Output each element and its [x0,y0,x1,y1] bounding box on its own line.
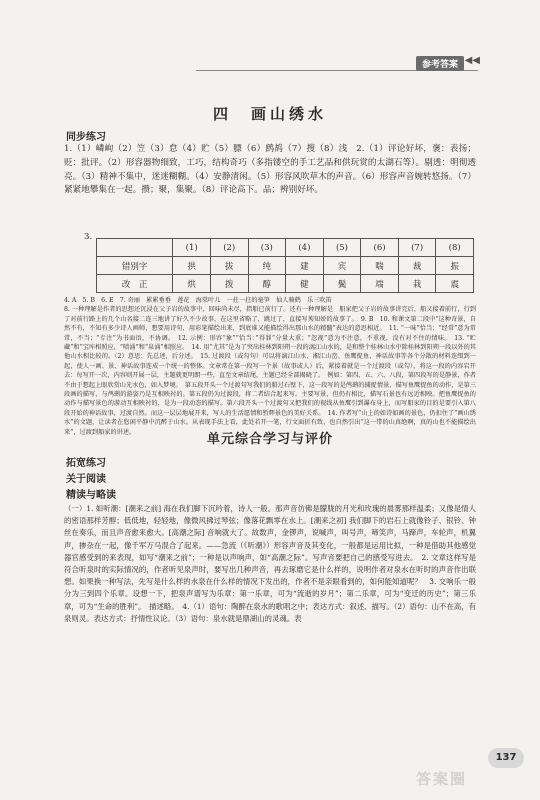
table-header-cell: (8) [436,239,474,257]
table-header-cell: (7) [398,239,436,257]
table-cell: 纯 [248,257,286,275]
table-cell: 端 [361,275,399,293]
section-about-reading: 关于阅读 [66,474,106,485]
table-header-cell: (4) [286,239,324,257]
table-cell: 健 [286,275,324,293]
answer-tag: 参考答案 [416,56,464,71]
table-cell: 改 正 [97,275,173,293]
table-header-row [97,239,474,257]
answers-line: 4. A 5. B 6. E 7. 奇丽 累累垂垂 莲花 海棠叶儿 一拄一拄的毫笋 仙人骑鹤 乐三吹笛 [64,297,332,304]
table-cell: 震 [436,275,474,293]
section-intensive-reading: 精读与略读 [66,490,116,501]
unit-title: 单元综合学习与评价 [206,432,333,447]
table-cell: 错别字 [97,257,173,275]
correction-table [96,238,474,293]
arrow-icon: ◀◀ [464,55,480,66]
table-cell: 鬓 [323,275,361,293]
section-sync-practice: 同步练习 [66,132,106,143]
table-cell: 醇 [248,275,286,293]
table-cell: 振 [436,257,474,275]
table-header-cell: (5) [323,239,361,257]
question-3-label: 3. [84,232,93,242]
watermark-logo: 答案圈 [416,770,468,788]
table-row [97,257,474,275]
expand-answers-paragraph: （一）1. 如听潮：[潮来之前] 海在我们脚下沉吟着，诗人一般。那声音仿佛是朦胧的月光和玫瑰的晨雾那样温柔；又像是情人的密语那样芳醇；低低地，轻轻地，像微风拂过琴弦；像落花飘零在水上。[潮来之初] 我们脚下的岩石上就像铃子、银铃、钟丝在奏乐，而且声音愈来愈大。[高潮之际] 音响就大了。故数声，金锣声，说喊声，叫号声，啼笑声，马蹄声，车轮声，机翼声，掺杂在一起，像千军万马混合了起来。——急流（《听潮》）形容声音及其变化，一般都是运用比拟，一种是借助其他感觉器官感受到的来表现，如写“潮来之前”；一种是以声响声，如“高潮之际”。写声音要把自己的感受写进去。 2. 文章这样写是符合听泉时的实际情况的，作者听见泉声时，要写出几种声音，再去琢磨它是什么样的，说明作者对泉水在听时的声音作出联想。如果换一种写法，先写是什么样的水泉在什么样的情况下发出的，作者不是亲眼看到的，如何能知道呢？ 3. 交响乐一般分为三到四个乐章。设想一下，把泉声谱写为乐章：第一乐章，可为“流逝的岁月”；第二乐章，可为“变迁的历史”；第三乐章，可为“生命的胜利”。 描述略。 4.（1）语句：陶醉在泉水的歌唱之中；表达方式：叙述、描写。（2）语句：山不在高，有泉则灵。表达方式：抒情性议论。（3）语句：泉水就是鼎湖山的灵魂。表 [64,504,477,623]
table-header-cell: (6) [361,239,399,257]
table-cell: 裁 [398,257,436,275]
table-header-cell [97,239,173,257]
table-cell: 烘 [173,275,211,293]
table-cell: 建 [286,257,324,275]
table-header-cell: (3) [248,239,286,257]
table-cell: 拔 [210,257,248,275]
sync-answers-paragraph: 1.（1）嶙峋（2）笠（3）怠（4）贮（5）膘（6）鹧鸪（7）搜（8）浅 2.（1）评论好坏，褒：表扬；贬：批评。（2）形容器物细致，工巧，结构奇巧（多指镂空的手工艺品和供玩赏的太湖石等）。剔透：明彻透亮。（3）精神不集中，迷迷糊糊。（4）安静清闲。（5）形容风吹草木的声音。（6）形容声音婉转悠扬。（7）紧紧地攀集在一起。攒；聚，集聚。（8）评论高下。品；辨别好坏。 [64,144,476,196]
table-row [97,275,474,293]
table-cell: 栽 [398,275,436,293]
table-cell: 宾 [323,257,361,275]
section-expand-practice: 拓宽练习 [66,458,106,469]
page-number: 137 [488,748,524,768]
answers-block: 8. 一种理解是作者的思想还沉浸在父子岩的故事中，回味尚未尽，指船已前行了。还有一种理解是 船家把父子岩的故事讲完后，船又接着前行，行到了对前行路上的几个山名接二连三地讲了好久不少故事，在这里省略了，跳过了，直接写莠知娇的故事了。 9. B 10. 和课文第二段中“这种奇景，自然不有，不知有多少诗人画师，想要用诗句，用彩笔描绘出来，到底谁又能描绘得出那山水的精髓”表达的意思相近。 11. “一味”恰当；“经常”意为常常，不当；“专注”为书面语，不协调。 12. 示例：形容“象”“恰当：”得罪“分量大重；“忽视”意为不注意，不重视，没有对不住的情味。 13. “贮藏”和“宝库相照应，“喷涌”和“泉涌”相照应。 14. 用“尤其”是为了突出桂林到阳朔一段的漓江山水的，是和整个桂林山水中除桂林到阳朔一段以外的其他山水相比较的。（2）意思：先总述，后分述。 15. 过渡段（或勾句）可以将漓江山水、湘江山峦、鱼鹰捉鱼、神话故事等各个分散的材料连缀到一起，使人一画、景、神话故事连成一个统一的整体。文章常在第一段写一个景（故事或人）后，紧接着就是一个过渡段（或勾），将这一段的内容宕开去：每写开一次，内容则开展一层，主题就更明朗一些，直至文章结尾，主题已经全部揭晓了。 例如：第四、五、六、八段，第四段写的是静景，作者不由于想起上眼欣赏山光水色，如入梦境。 第五段开头一个过渡句写我们的船过石壁下，这一段写的是鸬鹚的捕捉情景，描写鱼鹰捉鱼的动作，是第三段画的描写，与鸬鹚的游姿乃是互相映衬的。第五段仍为过渡段，将二者结合起来写。主要写景，但仍有相比，描写石景也有远近相映。把鱼鹰捉鱼的动作与描写景色的游动互相映衬的，是为一段动态的描写。第六段开头一个过渡句又把我们的视线从鱼鹰引到瀑布身上，而写船家的目的是要引入第八段开始的神话故事，过渡自然。而这一层层地展开来，写人的生活愿情和暂辉景色的美好关系。 14. 作者写“山上的如诗如画的景色，仍扣住了“画山绣水”的文题，让读者在悠闲平静中沉醉于山水。从表现手法上看，此处若开一笔，行文面折有致，也自然引出“这一带的山真绝啊，真的山也不能描绘出来”，过渡到船家的讲述。 [64,306,476,436]
table-cell: 喘 [361,257,399,275]
table-header-cell: (2) [210,239,248,257]
table-cell: 拱 [173,257,211,275]
table-cell: 拨 [210,275,248,293]
answers-4-to-8-paragraph [64,296,476,437]
table-header-cell: (1) [173,239,211,257]
chapter-title: 四 画山绣水 [212,105,327,123]
